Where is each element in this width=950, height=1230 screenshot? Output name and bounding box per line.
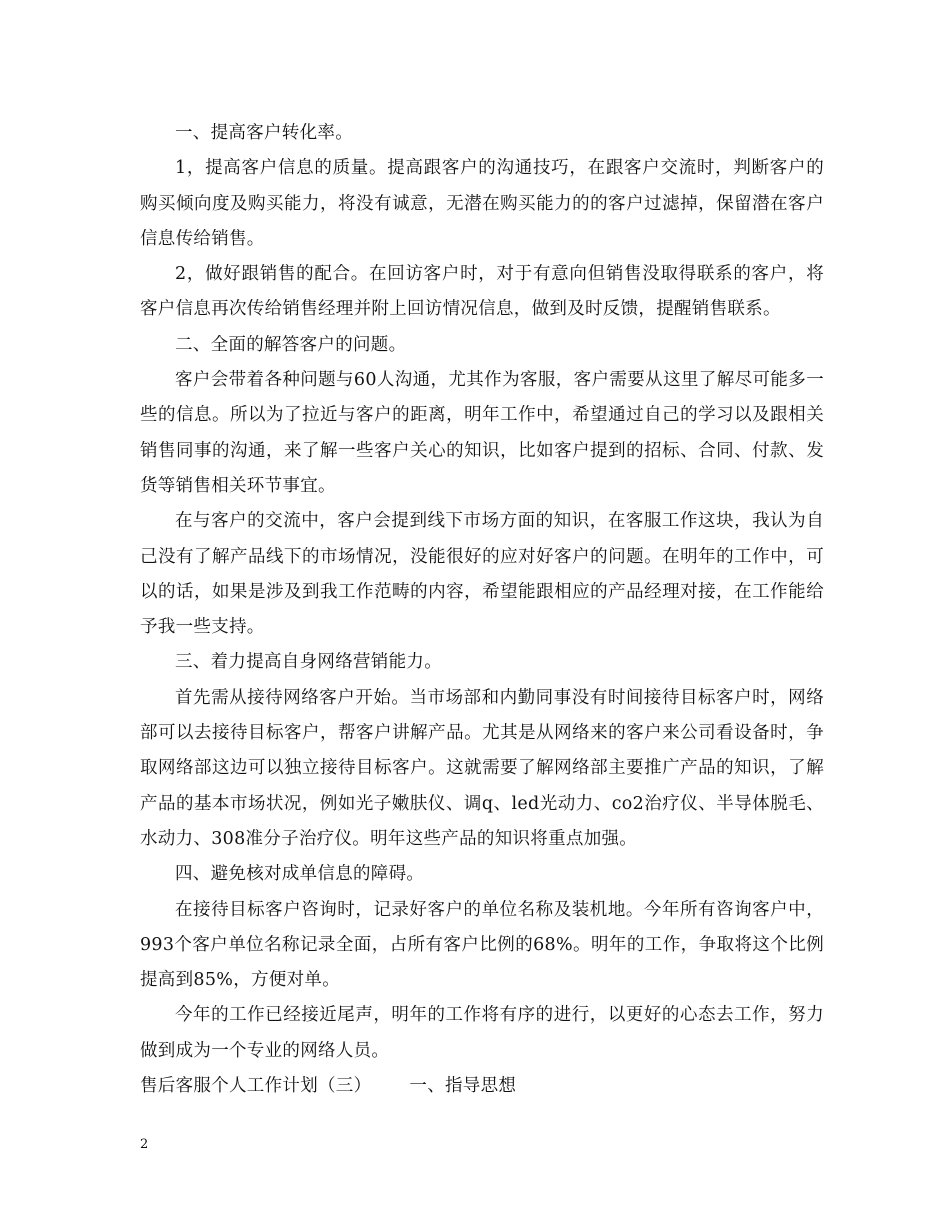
- heading-improve-conversion: 一、提高客户转化率。: [175, 123, 353, 143]
- paragraph-offline-market: 在与客户的交流中，客户会提到线下市场方面的知识，在客服工作这块，我认为自己没有了解产品线下的市场情况，没能很好的应对好客户的问题。在明年的工作中，可以的话，如果是涉及到我工作范畴的内容，希望能跟相应的产品经理对接，在工作能给予我一些支持。: [140, 511, 824, 638]
- paragraph-year-end: 今年的工作已经接近尾声，明年的工作将有序的进行，以更好的心态去工作，努力做到成为一个专业的网络人员。: [140, 1005, 824, 1061]
- paragraph-record-units: 在接待目标客户咨询时，记录好客户的单位名称及装机地。今年所有咨询客户中，993个客户单位名称记录全面，占所有客户比例的68%。明年的工作，争取将这个比例提高到85%，方便对单。: [140, 899, 824, 991]
- heading-network-marketing: 三、着力提高自身网络营销能力。: [175, 652, 442, 673]
- body-text: [140, 116, 824, 1104]
- closing-line: [140, 1069, 824, 1104]
- paragraph-customer-questions: 客户会带着各种问题与60人沟通，尤其作为客服，客户需要从这里了解尽可能多一些的信息。所以为了拉近与客户的距离，明年工作中，希望通过自己的学习以及跟相关销售同事的沟通，来了解一些客户关心的知识，比如客户提到的招标、合同、付款、发货等销售相关环节事宜。: [140, 370, 824, 496]
- heading-order-verification: 四、避免核对成单信息的障碍。: [175, 864, 425, 885]
- paragraph-info-quality: 1，提高客户信息的质量。提高跟客户的沟通技巧，在跟客户交流时，判断客户的购买倾向度及购买能力，将没有诚意，无潜在购买能力的的客户过滤掉，保留潜在客户信息传给销售。: [140, 158, 824, 249]
- plan-subheading: 一、指导思想: [409, 1076, 517, 1097]
- plan-title: 售后客服个人工作计划（三）: [140, 1076, 372, 1097]
- page-number: 2: [140, 1137, 149, 1152]
- paragraph-network-reception: 首先需从接待网络客户开始。当市场部和内勤同事没有时间接待目标客户时，网络部可以去接待目标客户，帮客户讲解产品。尤其是从网络来的客户来公司看设备时，争取网络部这边可以独立接待目标客户。这就需要了解网络部主要推广产品的知识，了解产品的基本市场状况，例如光子嫩肤仪、调q、led光动力、co2治疗仪、半导体脱毛、水动力、308准分子治疗仪。明年这些产品的知识将重点加强。: [140, 687, 824, 849]
- paragraph-sales-coordination: 2，做好跟销售的配合。在回访客户时，对于有意向但销售没取得联系的客户，将客户信息再次传给销售经理并附上回访情况信息，做到及时反馈，提醒销售联系。: [140, 264, 824, 320]
- heading-answer-questions: 二、全面的解答客户的问题。: [175, 334, 407, 355]
